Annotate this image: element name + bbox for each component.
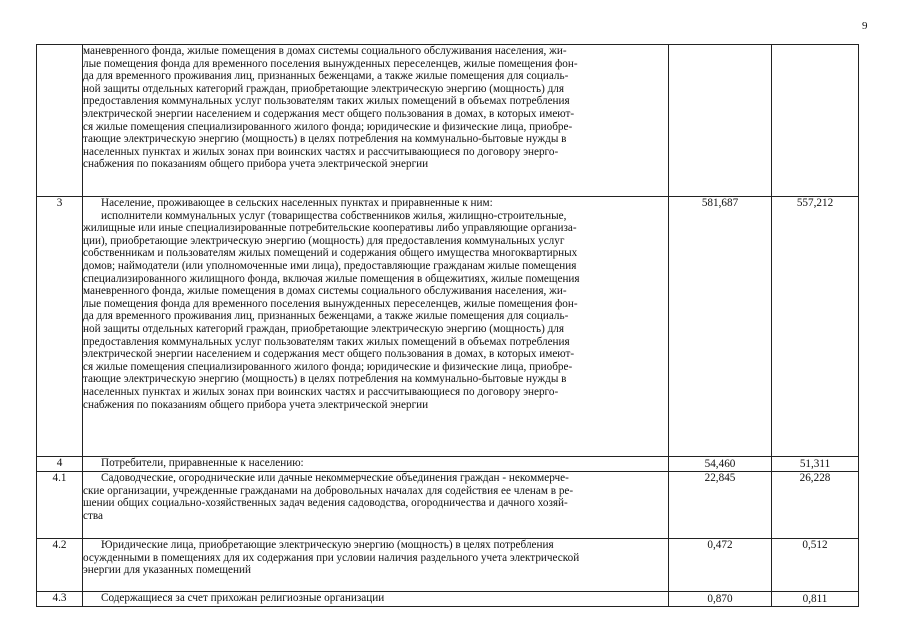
table-row (37, 472, 859, 539)
tariff-value-2 (772, 45, 859, 197)
table-row (37, 457, 859, 472)
description-line: жилищные или иные специализированные потребительские кооперативы либо управляющие организа- (83, 222, 577, 235)
tariff-value-1: 0,472 (669, 539, 772, 592)
description-line: домов; наймодатели (или уполномоченные ими лица), предоставляющие гражданам жилые помещения (83, 259, 577, 272)
tariff-value-1: 581,687 (669, 197, 772, 457)
table-row (37, 539, 859, 592)
table-row (37, 197, 859, 457)
description-line: лые помещения фонда для временного поселения вынужденных переселенцев, жилые помещения фон- (83, 297, 578, 310)
row-number (37, 45, 83, 197)
description-line: Население, проживающее в сельских населенных пунктах и приравненные к ним: (101, 197, 493, 209)
description-line: собственникам и пользователям жилых помещений и содержания общего имущества многоквартирных (83, 247, 578, 260)
description-line: энергии для указанных помещений (83, 564, 251, 577)
description-line: ной защиты отдельных категорий граждан, приобретающие электрическую энергию (мощность) для (83, 82, 565, 95)
row-number: 4 (37, 457, 83, 472)
tariff-value-1: 54,460 (669, 457, 772, 472)
tariff-value-1: 22,845 (669, 472, 772, 539)
row-description (83, 45, 669, 197)
row-number: 4.1 (37, 472, 83, 539)
description-line: ся жилые помещения специализированного жилого фонда; юридические и физические лица, приобре- (83, 120, 573, 133)
description-line: снабжения по показаниям общего прибора учета электрической энергии (83, 398, 429, 411)
description-line: предоставления коммунальных услуг пользователям таких жилых помещений в объемах потребления (83, 335, 570, 348)
description-line: ции), приобретающие электрическую энергию (мощность) для предоставления коммунальных услуг (83, 234, 565, 247)
description-line: ной защиты отдельных категорий граждан, приобретающие электрическую энергию (мощность) для (83, 322, 565, 335)
row-description (83, 592, 669, 607)
description-line: специализированного жилищного фонда, включая жилые помещения в общежитиях, жилые помещения (83, 272, 580, 285)
row-description (83, 539, 669, 592)
tariff-value-2: 26,228 (772, 472, 859, 539)
description-line: маневренного фонда, жилые помещения в домах системы социального обслуживания населения, жи- (83, 45, 567, 57)
table-row (37, 592, 859, 607)
page-number: 9 (862, 20, 868, 32)
description-line: населенных пунктах и жилых зонах при воинских частях и рассчитывающиеся по договору энерго- (83, 385, 559, 398)
description-line: Потребители, приравненные к населению: (101, 457, 304, 469)
description-line: маневренного фонда, жилые помещения в домах системы социального обслуживания населения, жи- (83, 285, 567, 298)
row-number: 4.3 (37, 592, 83, 607)
description-line: шении общих социально-хозяйственных задач ведения садоводства, огородничества и дачного хозяй- (83, 497, 568, 510)
row-number: 4.2 (37, 539, 83, 592)
row-description (83, 457, 669, 472)
description-line: снабжения по показаниям общего прибора учета электрической энергии (83, 158, 429, 171)
table-row (37, 45, 859, 197)
description-line: ства (83, 509, 103, 522)
description-line: тающие электрическую энергию (мощность) в целях потребления на коммунально-бытовые нужды в (83, 373, 567, 386)
description-line: осужденными в помещениях для их содержания при условии наличия раздельного учета электрической (83, 551, 580, 564)
tariff-value-2: 557,212 (772, 197, 859, 457)
description-line: Садоводческие, огороднические или дачные некоммерческие объединения граждан - некоммерче- (101, 472, 569, 484)
description-line: Юридические лица, приобретающие электрическую энергию (мощность) в целях потребления (101, 539, 554, 551)
tariff-table (36, 44, 859, 607)
tariff-table-body (37, 45, 859, 607)
description-line: да для временного проживания лиц, признанных беженцами, а также жилые помещения для социаль- (83, 70, 569, 83)
description-line: ские организации, учрежденные гражданами на добровольных началах для содействия ее членам в ре- (83, 484, 574, 497)
tariff-value-2: 51,311 (772, 457, 859, 472)
description-line: электрической энергии населением и содержания мест общего пользования в домах, в которых имеют- (83, 348, 575, 361)
description-line: да для временного проживания лиц, признанных беженцами, а также жилые помещения для социаль- (83, 310, 569, 323)
description-line: исполнители коммунальных услуг (товарищества собственников жилья, жилищно-строительные, (101, 209, 567, 222)
description-line: Содержащиеся за счет прихожан религиозные организации (101, 592, 385, 604)
tariff-value-1: 0,870 (669, 592, 772, 607)
tariff-value-2: 0,811 (772, 592, 859, 607)
row-description (83, 197, 669, 457)
description-line: тающие электрическую энергию (мощность) в целях потребления на коммунально-бытовые нужды в (83, 133, 567, 146)
tariff-value-2: 0,512 (772, 539, 859, 592)
tariff-value-1 (669, 45, 772, 197)
description-line: предоставления коммунальных услуг пользователям таких жилых помещений в объемах потребления (83, 95, 570, 108)
row-number: 3 (37, 197, 83, 457)
description-line: лые помещения фонда для временного поселения вынужденных переселенцев, жилые помещения фон- (83, 57, 578, 70)
description-line: населенных пунктах и жилых зонах при воинских частях и рассчитывающиеся по договору энерго- (83, 145, 559, 158)
row-description (83, 472, 669, 539)
description-line: ся жилые помещения специализированного жилого фонда; юридические и физические лица, приобре- (83, 360, 573, 373)
description-line: электрической энергии населением и содержания мест общего пользования в домах, в которых имеют- (83, 107, 575, 120)
